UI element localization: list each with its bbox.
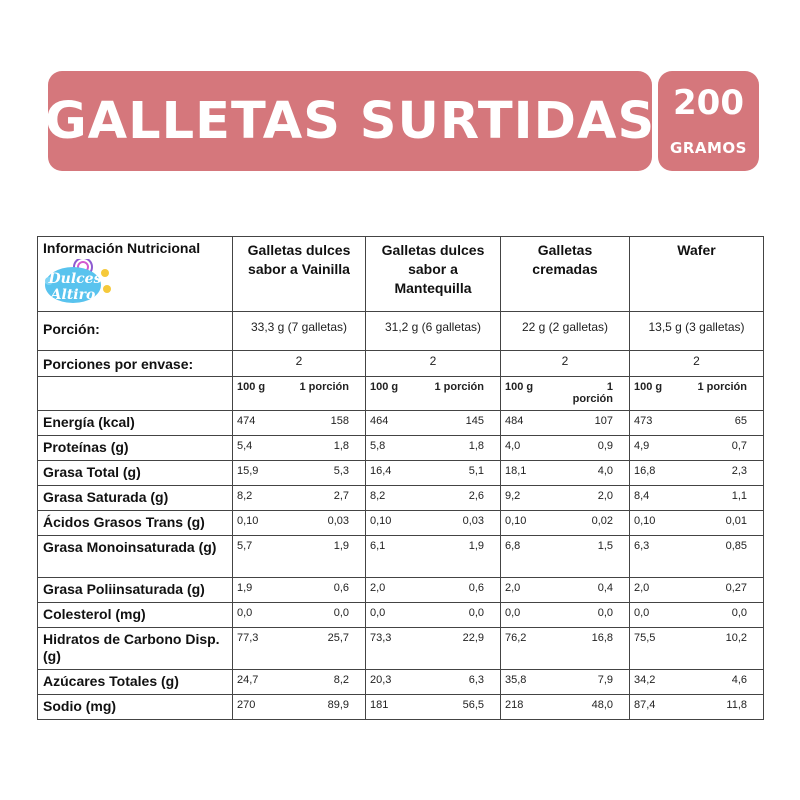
unit-subheader [366, 377, 501, 411]
nutrient-label: Colesterol (mg) [38, 603, 233, 628]
value-per-100g: 8,2 [237, 490, 253, 502]
nutrient-values [501, 628, 630, 670]
nutrient-row [38, 603, 764, 628]
per-portion-header: 1 porción [299, 381, 349, 393]
value-per-100g: 20,3 [370, 674, 392, 686]
value-per-portion: 0,6 [468, 582, 484, 594]
nutrient-values [233, 670, 366, 695]
nutrient-values [366, 411, 501, 436]
nutrient-values [630, 436, 764, 461]
nutrient-values [501, 411, 630, 436]
nutrient-label: Sodio (mg) [38, 695, 233, 720]
value-per-portion: 0,02 [591, 515, 613, 527]
value-per-100g: 181 [370, 699, 389, 711]
value-per-100g: 2,0 [634, 582, 650, 594]
value-per-100g: 473 [634, 415, 653, 427]
value-per-100g: 15,9 [237, 465, 259, 477]
value-per-100g: 0,10 [370, 515, 392, 527]
nutrient-label: Grasa Saturada (g) [38, 486, 233, 511]
per-portion-header: 1 porción [697, 381, 747, 393]
nutrient-values [233, 461, 366, 486]
value-per-portion: 11,8 [726, 699, 747, 711]
value-per-portion: 1,1 [731, 490, 747, 502]
nutrient-row [38, 536, 764, 578]
nutrient-values [366, 695, 501, 720]
nutrient-label: Grasa Monoinsaturada (g) [38, 536, 233, 578]
nutrient-values [630, 695, 764, 720]
value-per-100g: 484 [505, 415, 524, 427]
value-per-portion: 0,01 [725, 515, 747, 527]
value-per-portion: 1,5 [597, 540, 613, 552]
value-per-100g: 77,3 [237, 632, 259, 644]
nutrition-table [37, 236, 764, 720]
empty-cell [38, 377, 233, 411]
value-per-100g: 474 [237, 415, 256, 427]
nutrient-values [366, 536, 501, 578]
nutrient-row [38, 461, 764, 486]
value-per-portion: 65 [734, 415, 747, 427]
value-per-100g: 6,3 [634, 540, 650, 552]
portion-value: 33,3 g (7 galletas) [233, 312, 366, 351]
nutrient-label: Ácidos Grasos Trans (g) [38, 511, 233, 536]
value-per-portion: 4,0 [597, 465, 613, 477]
product-name-wafer: Wafer [630, 237, 764, 312]
nutrient-values [630, 578, 764, 603]
nutrient-row [38, 411, 764, 436]
nutrient-values [630, 670, 764, 695]
weight-value: 200 [673, 83, 744, 123]
nutrient-values [233, 511, 366, 536]
value-per-portion: 8,2 [333, 674, 349, 686]
per-100g-header: 100 g [237, 381, 266, 393]
unit-subheader-row [38, 377, 764, 411]
nutrient-values [630, 411, 764, 436]
value-per-100g: 75,5 [634, 632, 656, 644]
per-100g-header: 100 g [634, 381, 663, 393]
nutrient-row [38, 628, 764, 670]
nutrient-values [366, 436, 501, 461]
value-per-100g: 16,4 [370, 465, 392, 477]
value-per-portion: 1,9 [468, 540, 484, 552]
nutrient-values [501, 603, 630, 628]
servings-value: 2 [366, 351, 501, 377]
value-per-100g: 73,3 [370, 632, 392, 644]
per-portion-header: 1 porción [572, 381, 613, 405]
nutrient-row [38, 511, 764, 536]
value-per-portion: 1,8 [468, 440, 484, 452]
portion-row [38, 312, 764, 351]
portion-label: Porción: [38, 312, 233, 351]
servings-label: Porciones por envase: [38, 351, 233, 377]
value-per-100g: 34,2 [634, 674, 656, 686]
value-per-portion: 7,9 [597, 674, 613, 686]
value-per-100g: 5,7 [237, 540, 253, 552]
nutrient-row [38, 486, 764, 511]
value-per-100g: 5,4 [237, 440, 253, 452]
nutrient-values [366, 461, 501, 486]
product-header-row [38, 237, 764, 312]
value-per-portion: 0,0 [468, 607, 484, 619]
value-per-portion: 145 [465, 415, 484, 427]
nutrient-values [630, 628, 764, 670]
value-per-100g: 0,0 [505, 607, 521, 619]
nutrient-values [501, 486, 630, 511]
value-per-portion: 5,1 [468, 465, 484, 477]
value-per-100g: 0,10 [634, 515, 656, 527]
servings-value: 2 [630, 351, 764, 377]
value-per-portion: 0,0 [597, 607, 613, 619]
value-per-portion: 1,8 [333, 440, 349, 452]
servings-row [38, 351, 764, 377]
value-per-100g: 218 [505, 699, 524, 711]
unit-subheader [233, 377, 366, 411]
nutrient-values [366, 603, 501, 628]
title-banner [44, 71, 656, 171]
corner-header: Información Nutricional [43, 240, 201, 256]
nutrient-row [38, 695, 764, 720]
nutrient-label: Grasa Poliinsaturada (g) [38, 578, 233, 603]
value-per-portion: 0,0 [731, 607, 747, 619]
value-per-100g: 4,0 [505, 440, 521, 452]
nutrient-values [501, 461, 630, 486]
value-per-portion: 10,2 [725, 632, 747, 644]
nutrient-values [501, 536, 630, 578]
value-per-100g: 18,1 [505, 465, 527, 477]
nutrient-label: Energía (kcal) [38, 411, 233, 436]
nutrient-values [630, 603, 764, 628]
nutrient-values [501, 695, 630, 720]
value-per-portion: 5,3 [333, 465, 349, 477]
value-per-100g: 0,0 [634, 607, 650, 619]
nutrient-values [366, 486, 501, 511]
nutrient-values [233, 578, 366, 603]
value-per-portion: 6,3 [468, 674, 484, 686]
value-per-portion: 0,27 [725, 582, 747, 594]
value-per-100g: 8,4 [634, 490, 650, 502]
value-per-100g: 16,8 [634, 465, 656, 477]
nutrient-values [366, 511, 501, 536]
servings-value: 2 [501, 351, 630, 377]
nutrient-values [501, 670, 630, 695]
nutrient-row [38, 578, 764, 603]
value-per-portion: 0,85 [725, 540, 747, 552]
value-per-portion: 2,3 [731, 465, 747, 477]
value-per-100g: 1,9 [237, 582, 253, 594]
weight-badge [658, 71, 759, 171]
nutrient-values [501, 511, 630, 536]
value-per-100g: 464 [370, 415, 389, 427]
nutrient-values [233, 436, 366, 461]
product-name-cremadas: Galletas cremadas [501, 237, 630, 312]
unit-subheader [501, 377, 630, 411]
value-per-100g: 87,4 [634, 699, 656, 711]
value-per-100g: 2,0 [370, 582, 386, 594]
value-per-portion: 0,4 [597, 582, 613, 594]
nutrient-values [366, 628, 501, 670]
portion-value: 31,2 g (6 galletas) [366, 312, 501, 351]
value-per-portion: 2,6 [468, 490, 484, 502]
nutrient-values [233, 628, 366, 670]
value-per-100g: 35,8 [505, 674, 527, 686]
weight-unit: GRAMOS [670, 139, 747, 157]
nutrient-values [233, 486, 366, 511]
nutrient-label: Hidratos de Carbono Disp. (g) [38, 628, 233, 670]
value-per-100g: 0,10 [505, 515, 527, 527]
value-per-100g: 0,0 [370, 607, 386, 619]
svg-text:Dulces: Dulces [48, 271, 102, 287]
nutrient-values [630, 536, 764, 578]
value-per-portion: 2,7 [333, 490, 349, 502]
portion-value: 22 g (2 galletas) [501, 312, 630, 351]
servings-value: 2 [233, 351, 366, 377]
nutrient-row [38, 670, 764, 695]
unit-subheader [630, 377, 764, 411]
value-per-portion: 48,0 [591, 699, 613, 711]
nutrient-values [630, 486, 764, 511]
value-per-portion: 4,6 [731, 674, 747, 686]
value-per-100g: 0,0 [237, 607, 253, 619]
value-per-100g: 76,2 [505, 632, 527, 644]
value-per-portion: 22,9 [462, 632, 484, 644]
value-per-portion: 0,0 [333, 607, 349, 619]
product-name-vainilla: Galletas dulces sabor a Vainilla [233, 237, 366, 312]
value-per-100g: 6,8 [505, 540, 521, 552]
value-per-portion: 2,0 [597, 490, 613, 502]
nutrient-label: Grasa Total (g) [38, 461, 233, 486]
value-per-portion: 25,7 [327, 632, 349, 644]
portion-value: 13,5 g (3 galletas) [630, 312, 764, 351]
value-per-portion: 56,5 [462, 699, 484, 711]
nutrient-values [233, 695, 366, 720]
svg-text:Altiro: Altiro [50, 287, 96, 303]
logo-icon [43, 259, 115, 307]
value-per-100g: 0,10 [237, 515, 259, 527]
nutrient-values [233, 411, 366, 436]
value-per-100g: 9,2 [505, 490, 521, 502]
corner-header-cell [38, 237, 233, 312]
value-per-portion: 16,8 [591, 632, 613, 644]
nutrient-values [501, 436, 630, 461]
value-per-100g: 24,7 [237, 674, 259, 686]
value-per-100g: 270 [237, 699, 256, 711]
value-per-portion: 0,9 [597, 440, 613, 452]
value-per-portion: 107 [594, 415, 613, 427]
nutrient-values [630, 461, 764, 486]
nutrient-values [366, 670, 501, 695]
value-per-100g: 4,9 [634, 440, 650, 452]
value-per-100g: 8,2 [370, 490, 386, 502]
nutrient-rows [38, 411, 764, 720]
nutrient-label: Azúcares Totales (g) [38, 670, 233, 695]
per-100g-header: 100 g [505, 381, 534, 393]
nutrient-label: Proteínas (g) [38, 436, 233, 461]
product-title: GALLETAS SURTIDAS [44, 91, 656, 151]
nutrient-values [233, 536, 366, 578]
nutrient-values [501, 578, 630, 603]
per-100g-header: 100 g [370, 381, 399, 393]
value-per-portion: 0,03 [462, 515, 484, 527]
value-per-portion: 0,6 [333, 582, 349, 594]
nutrient-values [630, 511, 764, 536]
value-per-100g: 2,0 [505, 582, 521, 594]
nutrient-values [233, 603, 366, 628]
value-per-100g: 6,1 [370, 540, 386, 552]
product-name-mantequilla: Galletas dulces sabor a Mantequilla [366, 237, 501, 312]
dulces-altiro-logo [43, 259, 113, 305]
value-per-100g: 5,8 [370, 440, 386, 452]
value-per-portion: 0,03 [327, 515, 349, 527]
value-per-portion: 0,7 [731, 440, 747, 452]
value-per-portion: 89,9 [327, 699, 349, 711]
nutrient-values [366, 578, 501, 603]
nutrient-row [38, 436, 764, 461]
value-per-portion: 158 [330, 415, 349, 427]
value-per-portion: 1,9 [333, 540, 349, 552]
per-portion-header: 1 porción [434, 381, 484, 393]
